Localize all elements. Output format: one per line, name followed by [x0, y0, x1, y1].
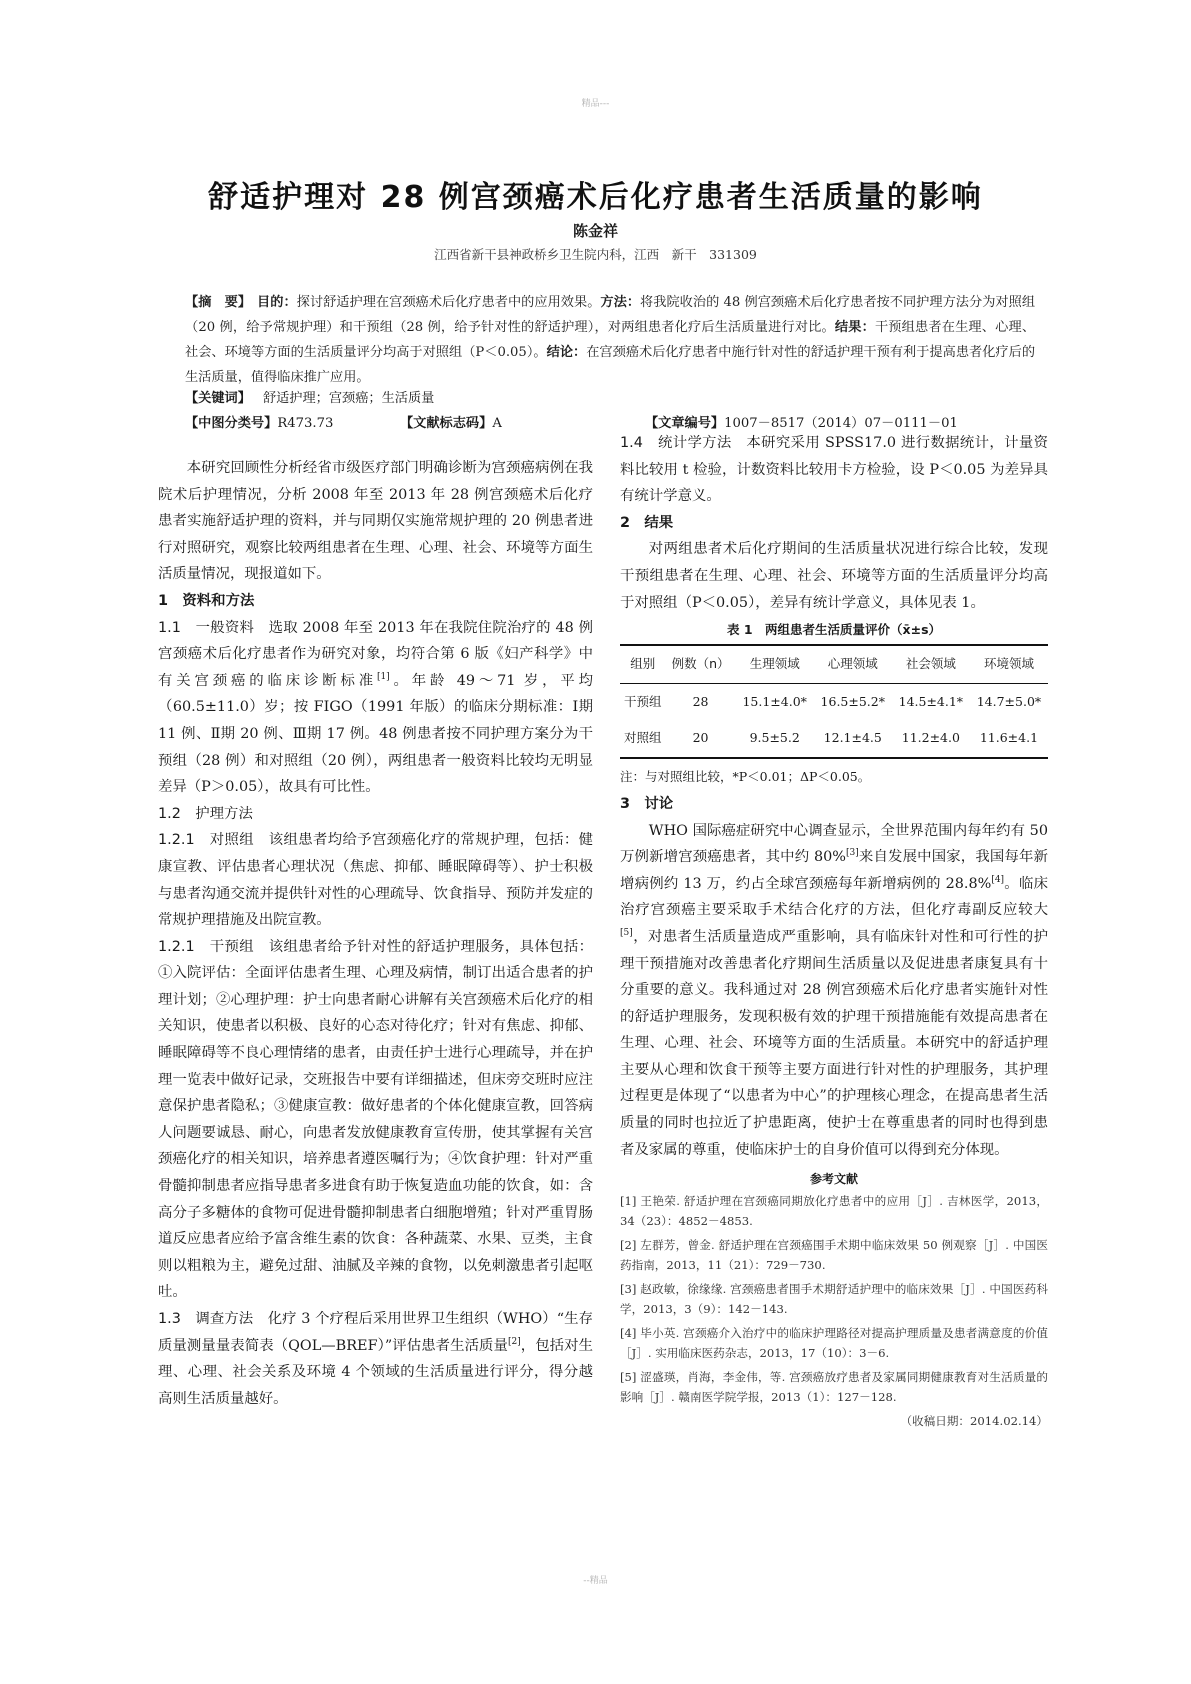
- table-1-note: 注：与对照组比较，*P＜0.01；ΔP＜0.05。: [620, 768, 871, 784]
- table-header-cell: 例数（n）: [665, 645, 735, 683]
- abstract-method: 将我院收治的 48 例宫颈癌术后化疗患者按不同护理方法分为对照组（20 例，给予常规护理）和干预组（28 例，给予针对性的舒适护理），对两组患者化疗后生活质量进行对比。: [185, 295, 1036, 335]
- table-row: [620, 683, 1048, 720]
- article-id-label: 【文章编号】: [645, 416, 725, 431]
- table-cell: 对照组: [620, 720, 665, 758]
- table-cell: 16.5±5.2*: [820, 693, 885, 709]
- citation-5: [5]: [620, 928, 633, 939]
- table-header-cell: 组别: [620, 645, 665, 683]
- table-cell: 15.1±4.0*: [742, 693, 807, 709]
- intro-paragraph: 本研究回顾性分析经省市级医疗部门明确诊断为宫颈癌病例在我院术后护理情况，分析 2008 年至 2013 年 28 例宫颈癌术后化疗患者实施舒适护理的资料，并与同期仅实施常规护理的 20 例患者进行对照研究，观察比较两组患者在生理、心理、社会、环境等方面生活质量情况，现报道如下。: [158, 460, 593, 583]
- reference-item: [2] 左群芳，曾金. 舒适护理在宫颈癌围手术期中临床效果 50 例观察［J］. 中国医药指南，2013，11（21）：729－730.: [620, 1238, 1048, 1273]
- table-1: [620, 644, 1048, 759]
- doc-code-label: 【文献标志码】: [400, 416, 493, 431]
- section-1-1: [158, 615, 593, 801]
- table-header-cell: 心理领域: [814, 645, 892, 683]
- section-1-3: [158, 1306, 593, 1412]
- clc-label: 【中图分类号】: [185, 416, 278, 431]
- abstract-label: 【摘 要】: [185, 295, 252, 310]
- abstract-result-label: 结果：: [834, 320, 875, 335]
- section-1-2-2-heading: 1.2.1 干预组: [158, 938, 254, 955]
- table-cell: 28: [692, 693, 709, 709]
- abstract-method-label: 方法：: [600, 295, 641, 310]
- paper-title: 舒适护理对 28 例宫颈癌术后化疗患者生活质量的影响: [208, 180, 983, 215]
- table-header-row: [620, 645, 1048, 683]
- abstract: [185, 290, 1035, 390]
- citation-4: [4]: [991, 874, 1005, 885]
- article-id-value: 1007－8517（2014）07－0111－01: [724, 416, 958, 431]
- section-1-1-text-a: 选取 2008 年至 2013 年在我院住院治疗的 48 例宫颈癌术后化疗患者作为研究对象，均符合第 6 版《妇产科学》中有关宫颈癌的临床诊断标准: [158, 619, 593, 689]
- section-2-heading: 2 结果: [620, 514, 674, 531]
- discussion-text-a: WHO 国际癌症研究中心调查显示，全世界范围内每年约有 50 万例新增宫颈癌患者，其中约 80%: [620, 822, 1048, 866]
- section-1-2-1-heading: 1.2.1 对照组: [158, 832, 254, 849]
- keywords: [185, 387, 1035, 411]
- table-cell: 12.1±4.5: [814, 720, 892, 758]
- discussion-text-b: 来自发展中国家，我国每年新增病例约 13 万，约占全球宫颈癌每年新增病例的 28.8%: [620, 849, 1048, 892]
- section-1-heading: 1 资料和方法: [158, 592, 255, 609]
- table-header-cell: 社会领域: [892, 645, 970, 683]
- abstract-result: 干预组患者在生理、心理、社会、环境等方面的生活质量评分均高于对照组（P＜0.05）。: [185, 320, 1036, 360]
- table-cell: 11.2±4.0: [892, 720, 970, 758]
- section-1-3-text-b: ，包括对生理、心理、社会关系及环境 4 个领域的生活质量进行评分，得分越高则生活质量越好。: [158, 1337, 593, 1407]
- results-paragraph: 对两组患者术后化疗期间的生活质量状况进行综合比较，发现干预组患者在生理、心理、社会、环境等方面的生活质量评分均高于对照组（P＜0.05），差异有统计学意义，具体见表 1。: [620, 541, 1048, 611]
- citation-2: [2]: [507, 1336, 521, 1347]
- author-affiliation: 江西省新干县神政桥乡卫生院内科，江西 新干 331309: [434, 247, 757, 262]
- citation-3: [3]: [845, 848, 859, 859]
- table-cell: 11.6±4.1: [970, 720, 1048, 758]
- table-1-caption: 表 1 两组患者生活质量评价（x̄±s）: [726, 622, 942, 638]
- table-cell: 9.5±5.2: [736, 720, 814, 758]
- page-header-mark: 精品---: [581, 99, 610, 109]
- reference-item: [5] 涩盛瑛，肖海，李金伟，等. 宫颈癌放疗患者及家属同期健康教育对生活质量的影响［J］. 赣南医学院学报，2013（1）：127－128.: [620, 1370, 1048, 1405]
- right-column: [620, 430, 1048, 1431]
- table-cell: 20: [665, 720, 735, 758]
- table-header-cell: 环境领域: [970, 645, 1048, 683]
- section-1-2-2: [158, 934, 593, 1306]
- citation-1: [1]: [376, 671, 390, 682]
- section-1-2-2-text: 该组患者给予针对性的舒适护理服务，具体包括：①入院评估：全面评估患者生理、心理及病情，制订出适合患者的护理计划；②心理护理：护士向患者耐心讲解有关宫颈癌术后化疗的相关知识，使患者以积极、良好的心态对待化疗；针对有焦虑、抑郁、睡眠障碍等不良心理情绪的患者，由责任护士进行心理疏导，并在护理一览表中做好记录，交班报告中要有详细描述，但床旁交班时应注意保护患者隐私；③健康宣教：做好患者的个体化健康宣教，回答病人问题要诚恳、耐心，向患者发放健康教育宣传册，使其掌握有关宫颈癌化疗的相关知识，培养患者遵医嘱行为；④饮食护理：针对严重骨髓抑制患者应指导患者多进食有助于恢复造血功能的饮食，如：含高分子多糖体的食物可促进骨髓抑制患者白细胞增殖；针对严重胃肠道反应患者应给予富含维生素的饮食：各种蔬菜、水果、豆类，主食则以粗粮为主，避免过甜、油腻及辛辣的食物，以免刺激患者引起呕吐。: [158, 938, 593, 1301]
- discussion-text-d: ，对患者生活质量造成严重影响，具有临床针对性和可行性的护理干预措施对改善患者化疗期间生活质量以及促进患者康复具有十分重要的意义。我科通过对 28 例宫颈癌术后化疗患者实施针对性的舒适护理服务，发现积极有效的护理干预措施能有效提高患者在生理、心理、社会、环境等方面的生活质量。本研究中的舒适护理主要从心理和饮食干预等主要方面进行针对性的护理服务，其护理过程更是体现了“以患者为中心”的护理核心理念，在提高患者生活质量的同时也拉近了护患距离，使护士在尊重患者的同时也得到患者及家属的尊重，使临床护士的自身价值可以得到充分体现。: [620, 928, 1048, 1158]
- references-heading: 参考文献: [809, 1172, 858, 1187]
- clc-value: R473.73: [277, 416, 334, 431]
- discussion-paragraph: [620, 818, 1048, 1164]
- table-row: [620, 720, 1048, 758]
- abstract-conclusion-label: 结论：: [546, 345, 587, 360]
- section-1-2-1: [158, 827, 593, 933]
- section-1-4-text: 本研究采用 SPSS17.0 进行数据统计，计量资料比较用 t 检验，计数资料比较用卡方检验，设 P＜0.05 为差异具有统计学意义。: [620, 435, 1048, 505]
- section-3-heading: 3 讨论: [620, 795, 674, 812]
- section-1-3-heading: 1.3 调查方法: [158, 1311, 254, 1327]
- abstract-purpose-label: 目的：: [257, 295, 297, 310]
- keywords-label: 【关键词】: [185, 391, 251, 406]
- discussion-text-c: 。临床治疗宫颈癌主要采取手术结合化疗的方法，但化疗毒副反应较大: [620, 875, 1048, 919]
- keywords-text: 舒适护理；宫颈癌；生活质量: [262, 391, 435, 406]
- section-1-2-heading: 1.2 护理方法: [158, 805, 253, 822]
- section-1-4: [620, 430, 1048, 510]
- section-1-1-text-b: 。年龄 49～71 岁，平均（60.5±11.0）岁；按 FIGO（1991 年版）的临床分期标准：Ⅰ期 11 例、Ⅱ期 20 例、Ⅲ期 17 例。48 例患者按不同护理方案分为干预组（28 例）和对照组（20 例），两组患者一般资料比较均无明显差异（P＞0.05），故具有可比性。: [158, 672, 593, 796]
- left-column: [158, 455, 593, 1412]
- table-header-cell: 生理领域: [736, 645, 814, 683]
- doc-code-value: A: [492, 416, 502, 431]
- section-1-3-text-a: 化疗 3 个疗程后采用世界卫生组织（WHO）“生存质量测量量表简表（QOL—BREF）”评估患者生活质量: [158, 1311, 593, 1354]
- table-cell: 干预组: [623, 693, 662, 709]
- reference-item: [3] 赵政敏，徐缘缘. 宫颈癌患者围手术期舒适护理中的临床效果［J］. 中国医药科学，2013，3（9）：142－143.: [620, 1282, 1048, 1317]
- reference-item: [4] 毕小英. 宫颈癌介入治疗中的临床护理路径对提高护理质量及患者满意度的价值［J］. 实用临床医药杂志，2013，17（10）：3－6.: [620, 1326, 1048, 1361]
- author-name: 陈金祥: [572, 222, 618, 240]
- received-date: （收稿日期：2014.02.14）: [900, 1414, 1048, 1429]
- reference-item: [1] 王艳荣. 舒适护理在宫颈癌同期放化疗患者中的应用［J］. 吉林医学，2013，34（23）：4852－4853.: [620, 1194, 1048, 1229]
- section-1-2-1-text: 该组患者均给予宫颈癌化疗的常规护理，包括：健康宣教、评估患者心理状况（焦虑、抑郁、睡眠障碍等）、护士积极与患者沟通交流并提供针对性的心理疏导、饮食指导、预防并发症的常规护理措施及出院宣教。: [158, 832, 593, 929]
- table-cell: 14.7±5.0*: [976, 693, 1042, 709]
- abstract-conclusion: 在宫颈癌术后化疗患者中施行针对性的舒适护理干预有利于提高患者化疗后的生活质量，值得临床推广应用。: [185, 345, 1036, 385]
- section-1-4-heading: 1.4 统计学方法: [620, 435, 732, 451]
- section-1-1-heading: 1.1 一般资料: [158, 619, 255, 636]
- table-cell: 14.5±4.1*: [898, 693, 964, 709]
- page-footer-mark: --精品: [583, 1576, 608, 1586]
- abstract-purpose: 探讨舒适护理在宫颈癌术后化疗患者中的应用效果。: [296, 295, 601, 310]
